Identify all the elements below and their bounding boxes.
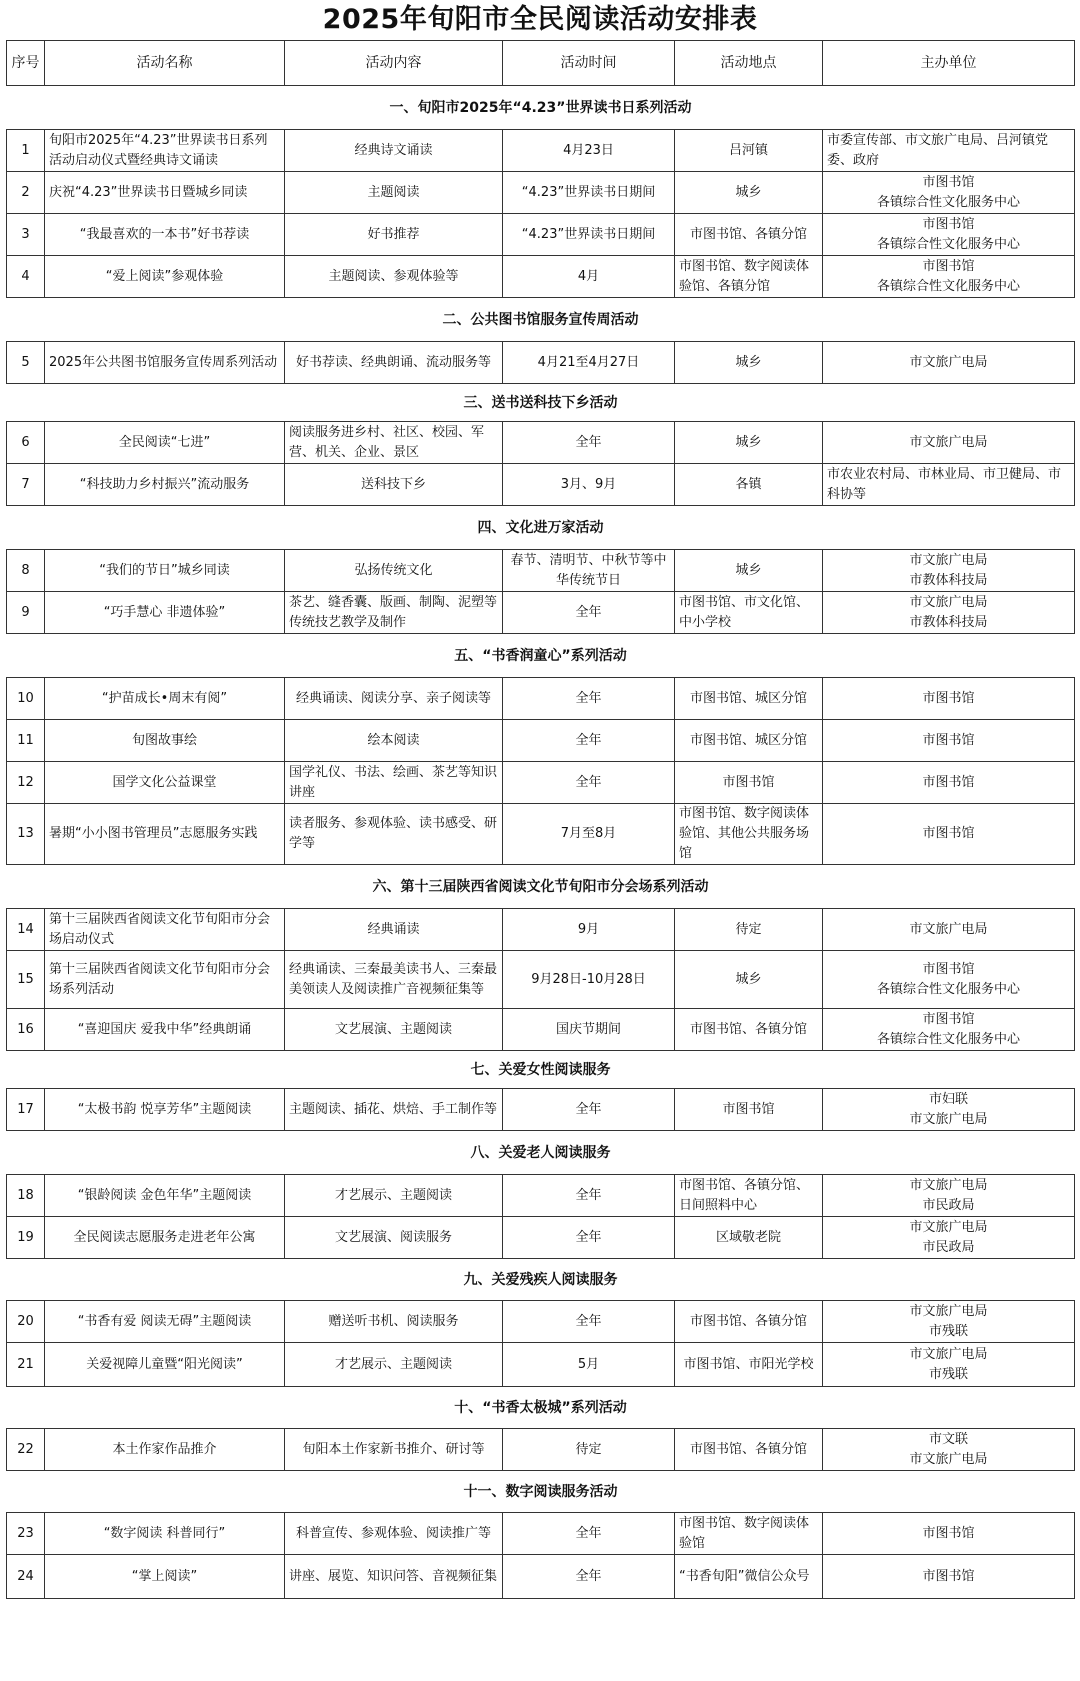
page-title: 2025年旬阳市全民阅读活动安排表 <box>322 4 758 35</box>
header-row <box>7 41 1075 86</box>
section-title: 七、关爱女性阅读服务 <box>7 1051 1075 1089</box>
activity-time: “4.23”世界读书日期间 <box>503 172 675 214</box>
host-line: 市图书馆 <box>922 1568 975 1584</box>
activity-name: 关爱视障儿童暨“阳光阅读” <box>45 1343 285 1387</box>
host-line: 市民政局 <box>922 1239 975 1255</box>
activity-place: 市图书馆、城区分馆 <box>675 720 823 762</box>
activity-name: “掌上阅读” <box>45 1555 285 1599</box>
section-row <box>7 384 1075 422</box>
section-row <box>7 506 1075 550</box>
activity-content: 文艺展演、阅读服务 <box>285 1217 503 1259</box>
activity-content: 经典诵读、阅读分享、亲子阅读等 <box>285 678 503 720</box>
activity-content: 才艺展示、主题阅读 <box>285 1343 503 1387</box>
activity-content: 主题阅读、参观体验等 <box>285 256 503 298</box>
section-row <box>7 1131 1075 1175</box>
table-row <box>7 130 1075 172</box>
row-no: 21 <box>7 1343 45 1387</box>
host-line: 市委宣传部、市文旅广电局、吕河镇党委、政府 <box>827 132 1049 168</box>
activity-host <box>823 804 1075 865</box>
host-line: 市教体科技局 <box>909 614 988 630</box>
activity-host <box>823 592 1075 634</box>
activity-host <box>823 464 1075 506</box>
activity-name: 全民阅读志愿服务走进老年公寓 <box>45 1217 285 1259</box>
table-row <box>7 762 1075 804</box>
activity-place: 市图书馆、数字阅读体验馆、其他公共服务场馆 <box>675 804 823 865</box>
activity-place: 城乡 <box>675 422 823 464</box>
activity-time: “4.23”世界读书日期间 <box>503 214 675 256</box>
activity-name: “巧手慧心 非遗体验” <box>45 592 285 634</box>
activity-content: 主题阅读 <box>285 172 503 214</box>
row-no: 13 <box>7 804 45 865</box>
table-row <box>7 951 1075 1009</box>
activity-time: 9月28日-10月28日 <box>503 951 675 1009</box>
host-line: 市民政局 <box>922 1197 975 1213</box>
activity-host <box>823 1555 1075 1599</box>
activity-place: 市图书馆、各镇分馆、日间照料中心 <box>675 1175 823 1217</box>
activity-time: 5月 <box>503 1343 675 1387</box>
host-line: 市图书馆 <box>922 174 975 190</box>
row-no: 16 <box>7 1009 45 1051</box>
activity-host <box>823 1429 1075 1471</box>
activity-time: 全年 <box>503 1555 675 1599</box>
activity-place: 市图书馆、数字阅读体验馆 <box>675 1513 823 1555</box>
host-line: 市教体科技局 <box>909 572 988 588</box>
activity-name: “我最喜欢的一本书”好书荐读 <box>45 214 285 256</box>
row-no: 1 <box>7 130 45 172</box>
row-no: 8 <box>7 550 45 592</box>
table-row <box>7 909 1075 951</box>
table-row <box>7 1513 1075 1555</box>
activity-name: 旬图故事绘 <box>45 720 285 762</box>
activity-name: 国学文化公益课堂 <box>45 762 285 804</box>
host-line: 市文旅广电局 <box>909 434 988 450</box>
table-row <box>7 592 1075 634</box>
activity-content: 阅读服务进乡村、社区、校园、军营、机关、企业、景区 <box>285 422 503 464</box>
activity-content: 国学礼仪、书法、绘画、茶艺等知识讲座 <box>285 762 503 804</box>
host-line: 市图书馆 <box>922 1011 975 1027</box>
section-title: 四、文化进万家活动 <box>7 506 1075 550</box>
row-no: 19 <box>7 1217 45 1259</box>
row-no: 24 <box>7 1555 45 1599</box>
activity-host <box>823 214 1075 256</box>
host-line: 市图书馆 <box>922 216 975 232</box>
activity-place: 市图书馆、各镇分馆 <box>675 1429 823 1471</box>
host-line: 各镇综合性文化服务中心 <box>876 1031 1020 1047</box>
host-line: 市文联 <box>928 1431 968 1447</box>
activity-time: 全年 <box>503 422 675 464</box>
activity-host <box>823 762 1075 804</box>
activity-time: 春节、清明节、中秋节等中华传统节日 <box>503 550 675 592</box>
section-row <box>7 865 1075 909</box>
section-title: 二、公共图书馆服务宣传周活动 <box>7 298 1075 342</box>
row-no: 22 <box>7 1429 45 1471</box>
host-line: 市图书馆 <box>922 258 975 274</box>
table-row <box>7 1429 1075 1471</box>
activity-content: 科普宣传、参观体验、阅读推广等 <box>285 1513 503 1555</box>
row-no: 6 <box>7 422 45 464</box>
activity-time: 4月21至4月27日 <box>503 342 675 384</box>
activity-host <box>823 678 1075 720</box>
host-line: 市文旅广电局 <box>909 354 988 370</box>
activity-time: 全年 <box>503 720 675 762</box>
activity-host <box>823 422 1075 464</box>
host-line: 市文旅广电局 <box>909 921 988 937</box>
host-line: 各镇综合性文化服务中心 <box>876 236 1020 252</box>
activity-content: 经典诵读、三秦最美读书人、三秦最美领读人及阅读推广音视频征集等 <box>285 951 503 1009</box>
activity-content: 经典诵读 <box>285 909 503 951</box>
activity-name: “护苗成长•周末有阅” <box>45 678 285 720</box>
row-no: 23 <box>7 1513 45 1555</box>
table-row <box>7 1009 1075 1051</box>
activity-content: 赠送听书机、阅读服务 <box>285 1301 503 1343</box>
activity-place: 待定 <box>675 909 823 951</box>
activity-name: 庆祝“4.23”世界读书日暨城乡同读 <box>45 172 285 214</box>
activity-time: 待定 <box>503 1429 675 1471</box>
host-line: 各镇综合性文化服务中心 <box>876 278 1020 294</box>
activity-place: 市图书馆、市阳光学校 <box>675 1343 823 1387</box>
section-row <box>7 86 1075 130</box>
table-row <box>7 422 1075 464</box>
host-line: 市文旅广电局 <box>909 552 988 568</box>
activity-place: 市图书馆、城区分馆 <box>675 678 823 720</box>
table-row <box>7 1175 1075 1217</box>
section-row <box>7 634 1075 678</box>
section-row <box>7 1259 1075 1301</box>
section-title: 五、“书香润童心”系列活动 <box>7 634 1075 678</box>
host-line: 市文旅广电局 <box>909 1111 988 1127</box>
host-line: 市残联 <box>928 1366 968 1382</box>
activity-content: 绘本阅读 <box>285 720 503 762</box>
activity-host <box>823 1089 1075 1131</box>
host-line: 市文旅广电局 <box>909 594 988 610</box>
activity-place: 城乡 <box>675 550 823 592</box>
activity-time: 全年 <box>503 678 675 720</box>
row-no: 15 <box>7 951 45 1009</box>
row-no: 18 <box>7 1175 45 1217</box>
activity-host <box>823 1343 1075 1387</box>
activity-content: 经典诗文诵读 <box>285 130 503 172</box>
row-no: 14 <box>7 909 45 951</box>
host-line: 各镇综合性文化服务中心 <box>876 194 1020 210</box>
row-no: 5 <box>7 342 45 384</box>
section-title: 六、第十三届陕西省阅读文化节旬阳市分会场系列活动 <box>7 865 1075 909</box>
host-line: 市图书馆 <box>922 1525 975 1541</box>
row-no: 3 <box>7 214 45 256</box>
table-row <box>7 1217 1075 1259</box>
host-line: 市农业农村局、市林业局、市卫健局、市科协等 <box>827 466 1062 502</box>
activity-time: 全年 <box>503 762 675 804</box>
row-no: 11 <box>7 720 45 762</box>
activity-time: 4月23日 <box>503 130 675 172</box>
host-line: 市图书馆 <box>922 690 975 706</box>
activity-content: 好书推荐 <box>285 214 503 256</box>
activity-place: “书香旬阳”微信公众号 <box>675 1555 823 1599</box>
activity-content: 茶艺、缝香囊、版画、制陶、泥塑等传统技艺教学及制作 <box>285 592 503 634</box>
row-no: 2 <box>7 172 45 214</box>
host-line: 各镇综合性文化服务中心 <box>876 981 1020 997</box>
table-row <box>7 678 1075 720</box>
activity-place: 城乡 <box>675 342 823 384</box>
activity-time: 9月 <box>503 909 675 951</box>
activity-host <box>823 909 1075 951</box>
row-no: 10 <box>7 678 45 720</box>
activity-name: “银龄阅读 金色年华”主题阅读 <box>45 1175 285 1217</box>
host-line: 市残联 <box>928 1323 968 1339</box>
activity-place: 市图书馆、各镇分馆 <box>675 1009 823 1051</box>
activity-place: 城乡 <box>675 172 823 214</box>
activity-time: 全年 <box>503 1175 675 1217</box>
activity-name: 暑期“小小图书管理员”志愿服务实践 <box>45 804 285 865</box>
section-title: 十一、数字阅读服务活动 <box>7 1471 1075 1513</box>
activity-time: 全年 <box>503 1217 675 1259</box>
table-body <box>7 86 1075 1599</box>
header-time: 活动时间 <box>503 41 675 86</box>
activity-name: 第十三届陕西省阅读文化节旬阳市分会场系列活动 <box>45 951 285 1009</box>
activity-place: 各镇 <box>675 464 823 506</box>
table-row <box>7 804 1075 865</box>
activity-content: 旬阳本土作家新书推介、研讨等 <box>285 1429 503 1471</box>
activity-name: 本土作家作品推介 <box>45 1429 285 1471</box>
activity-content: 讲座、展览、知识问答、音视频征集 <box>285 1555 503 1599</box>
table-row <box>7 464 1075 506</box>
section-row <box>7 298 1075 342</box>
header-no: 序号 <box>7 41 45 86</box>
activity-name: “我们的节日”城乡同读 <box>45 550 285 592</box>
activity-host <box>823 550 1075 592</box>
activity-content: 读者服务、参观体验、读书感受、研学等 <box>285 804 503 865</box>
table-row <box>7 256 1075 298</box>
host-line: 市文旅广电局 <box>909 1303 988 1319</box>
row-no: 20 <box>7 1301 45 1343</box>
activity-host <box>823 1009 1075 1051</box>
activity-time: 全年 <box>503 592 675 634</box>
header-content: 活动内容 <box>285 41 503 86</box>
table-row <box>7 720 1075 762</box>
activity-time: 全年 <box>503 1301 675 1343</box>
host-line: 市文旅广电局 <box>909 1451 988 1467</box>
activity-name: “喜迎国庆 爱我中华”经典朗诵 <box>45 1009 285 1051</box>
row-no: 7 <box>7 464 45 506</box>
activity-host <box>823 1217 1075 1259</box>
activity-time: 全年 <box>503 1089 675 1131</box>
activity-place: 市图书馆 <box>675 762 823 804</box>
header-place: 活动地点 <box>675 41 823 86</box>
section-row <box>7 1387 1075 1429</box>
host-line: 市妇联 <box>928 1091 968 1107</box>
table-row <box>7 1343 1075 1387</box>
activity-name: 全民阅读“七进” <box>45 422 285 464</box>
activity-place: 市图书馆、数字阅读体验馆、各镇分馆 <box>675 256 823 298</box>
table-row <box>7 214 1075 256</box>
activity-content: 弘扬传统文化 <box>285 550 503 592</box>
activity-host <box>823 951 1075 1009</box>
activity-content: 好书荐读、经典朗诵、流动服务等 <box>285 342 503 384</box>
activity-name: “科技助力乡村振兴”流动服务 <box>45 464 285 506</box>
activity-name: 2025年公共图书馆服务宣传周系列活动 <box>45 342 285 384</box>
activity-content: 文艺展演、主题阅读 <box>285 1009 503 1051</box>
activity-time: 7月至8月 <box>503 804 675 865</box>
table-row <box>7 1301 1075 1343</box>
section-title: 三、送书送科技下乡活动 <box>7 384 1075 422</box>
activity-host <box>823 1175 1075 1217</box>
row-no: 4 <box>7 256 45 298</box>
row-no: 12 <box>7 762 45 804</box>
host-line: 市图书馆 <box>922 826 975 841</box>
activity-host <box>823 720 1075 762</box>
activity-name: 第十三届陕西省阅读文化节旬阳市分会场启动仪式 <box>45 909 285 951</box>
activity-time: 3月、9月 <box>503 464 675 506</box>
activity-place: 吕河镇 <box>675 130 823 172</box>
activity-content: 主题阅读、插花、烘焙、手工制作等 <box>285 1089 503 1131</box>
table-row <box>7 1089 1075 1131</box>
activity-time: 国庆节期间 <box>503 1009 675 1051</box>
activity-place: 市图书馆、市文化馆、中小学校 <box>675 592 823 634</box>
activity-place: 市图书馆 <box>675 1089 823 1131</box>
host-line: 市图书馆 <box>922 774 975 790</box>
section-title: 八、关爱老人阅读服务 <box>7 1131 1075 1175</box>
activity-place: 区域敬老院 <box>675 1217 823 1259</box>
row-no: 9 <box>7 592 45 634</box>
host-line: 市图书馆 <box>922 732 975 748</box>
activity-content: 送科技下乡 <box>285 464 503 506</box>
section-row <box>7 1051 1075 1089</box>
host-line: 市文旅广电局 <box>909 1346 988 1362</box>
header-host: 主办单位 <box>823 41 1075 86</box>
activity-table <box>6 40 1075 1599</box>
activity-place: 市图书馆、各镇分馆 <box>675 214 823 256</box>
table-row <box>7 1555 1075 1599</box>
activity-host <box>823 130 1075 172</box>
header-name: 活动名称 <box>45 41 285 86</box>
host-line: 市图书馆 <box>922 961 975 977</box>
activity-name: 旬阳市2025年“4.23”世界读书日系列活动启动仪式暨经典诗文诵读 <box>45 130 285 172</box>
activity-host <box>823 256 1075 298</box>
activity-place: 城乡 <box>675 951 823 1009</box>
host-line: 市文旅广电局 <box>909 1219 988 1235</box>
activity-host <box>823 342 1075 384</box>
activity-host <box>823 1513 1075 1555</box>
table-row <box>7 550 1075 592</box>
activity-host <box>823 1301 1075 1343</box>
section-title: 一、旬阳市2025年“4.23”世界读书日系列活动 <box>7 86 1075 130</box>
activity-time: 4月 <box>503 256 675 298</box>
activity-time: 全年 <box>503 1513 675 1555</box>
activity-name: “太极书韵 悦享芳华”主题阅读 <box>45 1089 285 1131</box>
activity-name: “数字阅读 科普同行” <box>45 1513 285 1555</box>
activity-place: 市图书馆、各镇分馆 <box>675 1301 823 1343</box>
table-row <box>7 172 1075 214</box>
section-title: 十、“书香太极城”系列活动 <box>7 1387 1075 1429</box>
activity-content: 才艺展示、主题阅读 <box>285 1175 503 1217</box>
row-no: 17 <box>7 1089 45 1131</box>
table-row <box>7 342 1075 384</box>
activity-name: “书香有爱 阅读无碍”主题阅读 <box>45 1301 285 1343</box>
activity-host <box>823 172 1075 214</box>
host-line: 市文旅广电局 <box>909 1177 988 1193</box>
activity-name: “爱上阅读”参观体验 <box>45 256 285 298</box>
section-row <box>7 1471 1075 1513</box>
section-title: 九、关爱残疾人阅读服务 <box>7 1259 1075 1301</box>
